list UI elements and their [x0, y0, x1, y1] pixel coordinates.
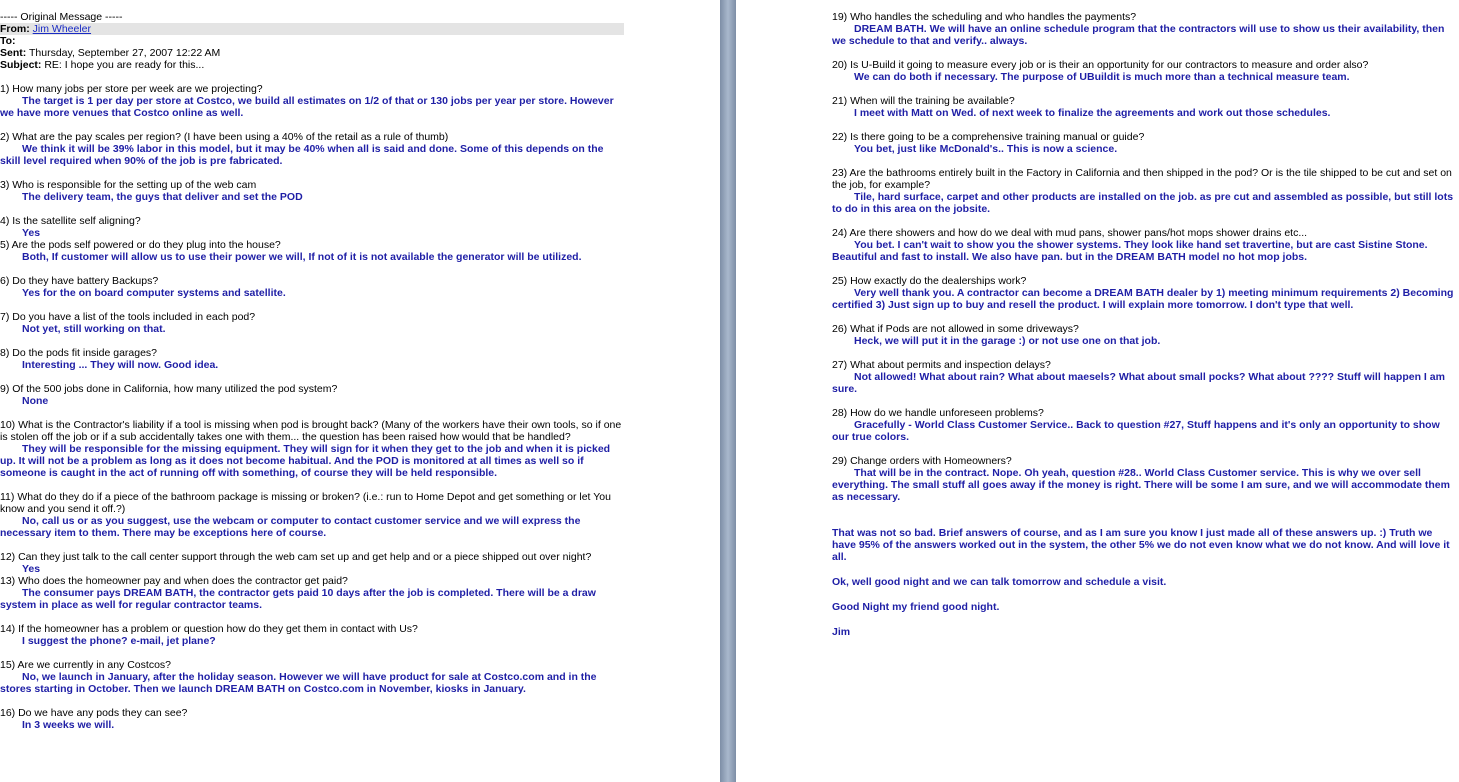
- question: 1) How many jobs per store per week are we projecting?: [0, 83, 263, 95]
- answer: That will be in the contract. Nope. Oh yeah, question #28.. World Class Customer service. This is why we over sell everything. The small stuff all goes away if the money is right. There will be some I am sure, and we will accommodate them as necessary.: [832, 467, 1450, 503]
- to-label: To:: [0, 35, 16, 47]
- question: 5) Are the pods self powered or do they plug into the house?: [0, 239, 281, 251]
- qa-item-28: [832, 407, 1457, 443]
- qa-item-21: [832, 95, 1457, 119]
- qa-item-29: [832, 455, 1457, 503]
- page-gutter: [720, 0, 736, 782]
- question: 11) What do they do if a piece of the bathroom package is missing or broken? (i.e.: run to Home Depot and get something or let You know and you send it off.?): [0, 491, 611, 515]
- sent-line: [0, 47, 622, 59]
- closing-paragraph: That was not so bad. Brief answers of course, and as I am sure you know I just made all of these answers up. :) Truth we have 95% of the answers worked out in the system, the other 5% we do not even know what we do not know. And will love it all.: [832, 527, 1450, 563]
- signature-name: Jim: [832, 626, 851, 638]
- answer: Interesting ... They will now. Good idea.: [22, 359, 219, 371]
- question: 24) Are there showers and how do we deal with mud pans, shower pans/hot mops shower drains etc...: [832, 227, 1308, 239]
- answer: The delivery team, the guys that deliver and set the POD: [22, 191, 303, 203]
- question: 20) Is U-Build it going to measure every job or is their an opportunity for our contractors to measure and order also?: [832, 59, 1369, 71]
- question: 23) Are the bathrooms entirely built in the Factory in California and then shipped in the pod? Or is the tile shipped to be cut and set on the job, for example?: [832, 167, 1452, 191]
- sent-label: Sent:: [0, 47, 27, 59]
- question: 28) How do we handle unforeseen problems?: [832, 407, 1044, 419]
- answer: Heck, we will put it in the garage :) or not use one on that job.: [854, 335, 1161, 347]
- question: 6) Do they have battery Backups?: [0, 275, 159, 287]
- qa-item-10: [0, 419, 622, 479]
- answer: DREAM BATH. We will have an online schedule program that the contractors will use to show us their availability, then we schedule to that and verify.. always.: [832, 23, 1445, 47]
- from-label: From:: [0, 23, 30, 35]
- qa-item-7: [0, 311, 622, 335]
- subject-label: Subject:: [0, 59, 42, 71]
- subject-line: [0, 59, 622, 71]
- answer: I suggest the phone? e-mail, jet plane?: [22, 635, 216, 647]
- answer: In 3 weeks we will.: [22, 719, 115, 731]
- to-line: [0, 35, 622, 47]
- answer: Yes: [22, 563, 41, 575]
- answer: Gracefully - World Class Customer Service.. Back to question #27, Stuff happens and it's only an opportunity to show our true colors.: [832, 419, 1440, 443]
- answer: We can do both if necessary. The purpose of UBuildit is much more than a technical measure team.: [854, 71, 1350, 83]
- answer: They will be responsible for the missing equipment. They will sign for it when they get to the job and when it is picked up. It will not be a problem as long as it does not become habitual. And the POD is monitored at all times as well so if someone is caught in the act of running off with something, of course they will be held responsible.: [0, 443, 611, 479]
- closing-farewell-line: Good Night my friend good night.: [832, 601, 1000, 613]
- qa-item-15: [0, 659, 622, 695]
- qa-item-6: [0, 275, 622, 299]
- qa-item-24: [832, 227, 1457, 263]
- question: 15) Are we currently in any Costcos?: [0, 659, 171, 671]
- answer: I meet with Matt on Wed. of next week to finalize the agreements and work out those schedules.: [854, 107, 1331, 119]
- question: 14) If the homeowner has a problem or question how do they get them in contact with Us?: [0, 623, 418, 635]
- answer: No, call us or as you suggest, use the webcam or computer to contact customer service and we will express the necessary item to them. There may be exceptions here of course.: [0, 515, 581, 539]
- answer: You bet. I can't wait to show you the shower systems. They look like hand set travertine, but are cast Sistine Stone. Beautiful and fast to install. We also have pan. but in the DREAM BATH model no hot mop jobs.: [832, 239, 1428, 263]
- answer: Yes: [22, 227, 41, 239]
- answer: You bet, just like McDonald's.. This is now a science.: [854, 143, 1118, 155]
- question: 22) Is there going to be a comprehensive training manual or guide?: [832, 131, 1145, 143]
- original-message-line: ----- Original Message -----: [0, 11, 123, 23]
- qa-item-11: [0, 491, 622, 539]
- answer: Very well thank you. A contractor can become a DREAM BATH dealer by 1) meeting minimum requirements 2) Becoming certified 3) Just sign up to buy and resell the product. I will explain more tomorrow. I don't type that well.: [832, 287, 1454, 311]
- question: 10) What is the Contractor's liability if a tool is missing when pod is brought back? (Many of the workers have their own tools, so if one is stolen off the job or if a sub accidentally takes one with them... the question has been raised how would that be handled?: [0, 419, 622, 443]
- answer: The target is 1 per day per store at Costco, we build all estimates on 1/2 of that or 130 jobs per year per store. However we have more venues that Costco online as well.: [0, 95, 614, 119]
- answer: Not allowed! What about rain? What about maesels? What about small pocks? What about ???? Stuff will happen I am sure.: [832, 371, 1445, 395]
- question: 26) What if Pods are not allowed in some driveways?: [832, 323, 1079, 335]
- subject-value: RE: I hope you are ready for this...: [44, 59, 205, 71]
- right-page: [736, 0, 1459, 782]
- answer: We think it will be 39% labor in this model, but it may be 40% when all is said and done. Some of this depends on the skill level required when 90% of the job is pre fabricated.: [0, 143, 604, 167]
- qa-item-14: [0, 623, 622, 647]
- qa-item-13: [0, 575, 622, 611]
- question: 8) Do the pods fit inside garages?: [0, 347, 158, 359]
- answer: Yes for the on board computer systems and satellite.: [22, 287, 286, 299]
- question: 21) When will the training be available?: [832, 95, 1015, 107]
- qa-item-26: [832, 323, 1457, 347]
- qa-item-8: [0, 347, 622, 371]
- qa-item-20: [832, 59, 1457, 83]
- qa-item-16: [0, 707, 622, 731]
- answer: None: [22, 395, 49, 407]
- qa-item-9: [0, 383, 622, 407]
- from-line: [0, 23, 624, 35]
- qa-item-1: [0, 83, 622, 119]
- question: 19) Who handles the scheduling and who handles the payments?: [832, 11, 1137, 23]
- left-page: [0, 0, 720, 782]
- question: 4) Is the satellite self aligning?: [0, 215, 141, 227]
- answer: Both, If customer will allow us to use their power we will, If not of it is not available the generator will be utilized.: [22, 251, 582, 263]
- qa-item-2: [0, 131, 622, 167]
- qa-item-22: [832, 131, 1457, 155]
- sent-value: Thursday, September 27, 2007 12:22 AM: [28, 47, 221, 59]
- question: 27) What about permits and inspection delays?: [832, 359, 1051, 371]
- answer: No, we launch in January, after the holiday season. However we will have product for sale at Costco.com and in the stores starting in October. Then we launch DREAM BATH on Costco.com in November, kiosks in January.: [0, 671, 597, 695]
- closing-goodnight-line: Ok, well good night and we can talk tomorrow and schedule a visit.: [832, 576, 1167, 588]
- from-sender-link[interactable]: Jim Wheeler: [32, 23, 92, 35]
- question: 3) Who is responsible for the setting up of the web cam: [0, 179, 257, 191]
- question: 25) How exactly do the dealerships work?: [832, 275, 1027, 287]
- left-column: [0, 0, 622, 731]
- qa-item-4: [0, 215, 622, 239]
- question: 7) Do you have a list of the tools included in each pod?: [0, 311, 256, 323]
- question: 13) Who does the homeowner pay and when does the contractor get paid?: [0, 575, 348, 587]
- right-column: [832, 0, 1457, 638]
- answer: Tile, hard surface, carpet and other products are installed on the job. as pre cut and assembled as possible, but still lots to do in this area on the jobsite.: [832, 191, 1454, 215]
- question: 12) Can they just talk to the call center support through the web cam set up and get help and or a piece shipped out over night?: [0, 551, 592, 563]
- qa-item-23: [832, 167, 1457, 215]
- question: 9) Of the 500 jobs done in California, how many utilized the pod system?: [0, 383, 338, 395]
- qa-item-3: [0, 179, 622, 203]
- answer: The consumer pays DREAM BATH, the contractor gets paid 10 days after the job is completed. There will be a draw system in place as well for regular contractor teams.: [0, 587, 596, 611]
- qa-item-25: [832, 275, 1457, 311]
- qa-item-5: [0, 239, 622, 263]
- qa-item-27: [832, 359, 1457, 395]
- question: 16) Do we have any pods they can see?: [0, 707, 188, 719]
- answer: Not yet, still working on that.: [22, 323, 166, 335]
- question: 2) What are the pay scales per region? (I have been using a 40% of the retail as a rule of thumb): [0, 131, 449, 143]
- qa-item-19: [832, 11, 1457, 47]
- question: 29) Change orders with Homeowners?: [832, 455, 1012, 467]
- qa-item-12: [0, 551, 622, 575]
